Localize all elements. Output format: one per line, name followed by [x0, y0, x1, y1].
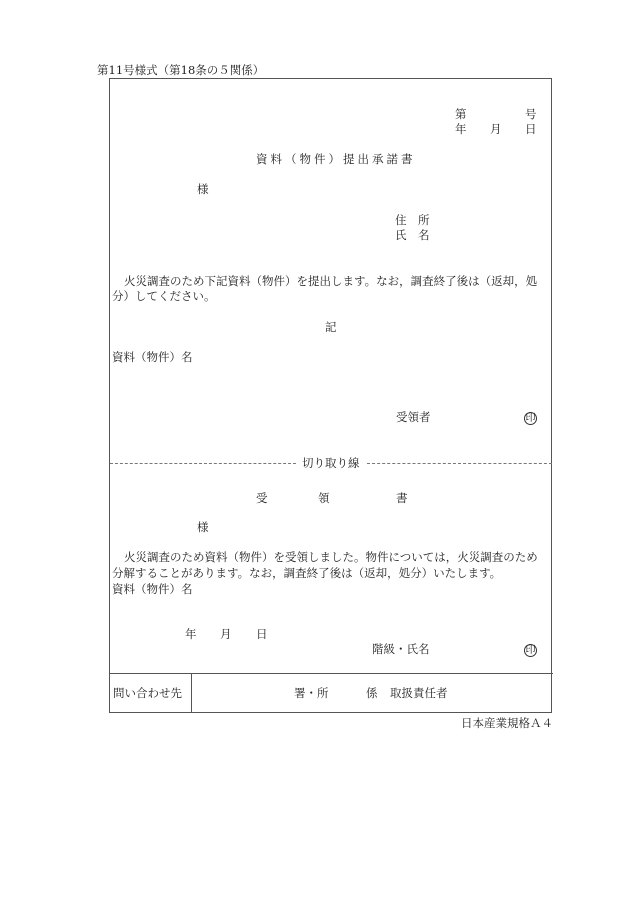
rank-name-label: 階級・氏名 [372, 642, 430, 656]
contact-label: 問い合わせ先 [113, 686, 182, 700]
cut-line-label: 切り取り線 [302, 456, 360, 470]
receipt-item-name-label: 資料（物件）名 [112, 582, 193, 596]
submission-body-line2: 分）してください。 [112, 289, 216, 303]
contact-officer: 取扱責任者 [390, 686, 448, 700]
address-label: 住 所 [395, 213, 430, 227]
number-suffix: 号 [525, 107, 537, 121]
receipt-title-char-3: 書 [396, 491, 408, 505]
receipt-addressee: 様 [197, 520, 209, 534]
receipt-date-year: 年 [185, 627, 197, 641]
receipt-body-line2: 分解することがあります。なお，調査終了後は（返却，処分）いたします。 [112, 566, 502, 580]
recipient-label: 受領者 [396, 410, 431, 424]
receipt-body-line1: 火災調査のため資料（物件）を受領しました。物件については，火災調査のため [124, 550, 538, 564]
paper-size-note: 日本産業規格Ａ４ [461, 716, 553, 730]
name-label: 氏 名 [395, 228, 430, 242]
contact-section: 係 [366, 686, 378, 700]
contact-row-divider [109, 673, 553, 674]
submission-addressee: 様 [197, 182, 209, 196]
receipt-title-char-2: 領 [318, 491, 330, 505]
form-label: 第11号様式（第18条の５関係） [97, 63, 265, 77]
cut-line-left [110, 463, 296, 464]
date-year: 年 [455, 122, 467, 136]
contact-col-divider [191, 673, 192, 713]
seal-icon: 印 [525, 413, 536, 424]
submission-body-line1: 火災調査のため下記資料（物件）を提出します。なお，調査終了後は（返却，処 [124, 274, 538, 288]
seal-icon: 印 [525, 645, 536, 656]
cut-line-right [367, 463, 552, 464]
receipt-date-month: 月 [220, 627, 232, 641]
submission-title: 資料（物件）提出承諾書 [256, 152, 416, 166]
submission-item-name-label: 資料（物件）名 [112, 350, 193, 364]
receipt-title-char-1: 受 [256, 491, 268, 505]
ki-label: 記 [325, 320, 337, 334]
number-prefix: 第 [455, 107, 467, 121]
receipt-date-day: 日 [256, 627, 268, 641]
contact-office: 署・所 [294, 686, 329, 700]
date-month: 月 [490, 122, 502, 136]
form-frame [109, 78, 552, 713]
date-day: 日 [525, 122, 537, 136]
